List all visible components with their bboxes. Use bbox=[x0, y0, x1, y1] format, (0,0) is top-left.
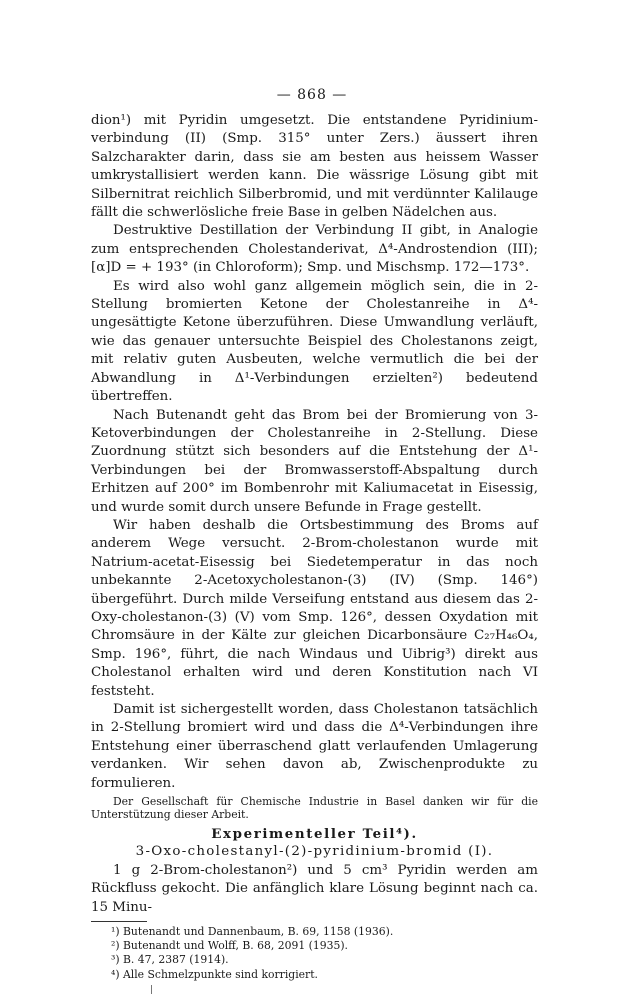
scan-mark bbox=[151, 985, 152, 994]
compound-heading: 3-Oxo-cholestanyl-(2)-pyridinium-bromid (I). bbox=[135, 844, 494, 860]
paragraph: Nach Butenandt geht das Brom bei der Bromierung von 3-Ketoverbindungen der Cholestanreihe in 2-Stellung. Diese Zuordnung stützt sich besonders auf die Entstehung der Δ¹-Verbindungen bei der Bromwasserstoff-Abspaltung durch Erhitzen auf 200° im Bombenrohr mit Kaliumacetat in Eisessig, und wurde somit durch unsere Befunde in Frage gestellt. bbox=[91, 407, 538, 515]
paragraph: Damit ist sichergestellt worden, dass Cholestanon tatsächlich in 2-Stellung bromiert wird und dass die Δ⁴-Verbindungen ihre Entstehung einer überraschend glatt verlaufenden Umlagerung verdanken. Wir sehen davon ab, Zwischenprodukte zu formulieren. bbox=[91, 702, 538, 791]
footnote: ²) Butenandt und Wolff, B. 68, 2091 (1935). bbox=[111, 939, 348, 953]
paragraph: Es wird also wohl ganz allgemein möglich sein, die in 2-Stellung bromierten Ketone der Cholestanreihe in Δ⁴-ungesättigte Ketone überzuführen. Diese Umwandlung verläuft, wie das genauer untersuchte Beispiel des Cholestanons zeigt, mit relativ guten Ausbeuten, welche vermutlich die bei der Abwandlung in Δ¹-Verbindungen erzielten²) bedeutend übertreffen. bbox=[91, 278, 538, 405]
section-heading: Experimenteller Teil⁴). bbox=[211, 826, 418, 843]
paragraph: dion¹) mit Pyridin umgesetzt. Die entstandene Pyridinium-verbindung (II) (Smp. 315° unter Zers.) äussert ihren Salzcharakter darin, dass sie am besten aus heissem Wasser umkrystallisiert werden kann. Die wässrige Lösung gibt mit Silbernitrat reichlich Silberbromid, und mit verdünnter Kalilauge fällt die schwerlösliche freie Base in gelben Nädelchen aus. bbox=[91, 113, 538, 221]
footnote: ¹) Butenandt und Dannenbaum, B. 69, 1158 (1936). bbox=[111, 925, 394, 939]
paragraph: Destruktive Destillation der Verbindung II gibt, in Analogie zum entsprechenden Cholestanderivat, Δ⁴-Androstendion (III); [α]D = + 193° (in Chloroform); Smp. und Mischsmp. 172—173°. bbox=[91, 223, 538, 276]
footnote: ³) B. 47, 2387 (1914). bbox=[111, 953, 229, 967]
paragraph: Wir haben deshalb die Ortsbestimmung des Broms auf anderem Wege versucht. 2-Brom-cholestanon wurde mit Natrium-acetat-Eisessig bei Siedetemperatur in das noch unbekannte 2-Acetoxycholestanon-(3) (IV) (Smp. 146°) übergeführt. Durch milde Verseifung entstand aus diesem das 2-Oxy-cholestanon-(3) (V) vom Smp. 126°, dessen Oxydation mit Chromsäure in der Kälte zur gleichen Dicarbonsäure C₂₇H₄₆O₄, Smp. 196°, führt, die nach Windaus und Uibrig³) direkt aus Cholestanol erhalten wird und deren Konstitution nach VI feststeht. bbox=[91, 517, 538, 699]
page-number: — 868 — bbox=[276, 87, 348, 103]
footnotes bbox=[91, 925, 538, 982]
acknowledgement: Der Gesellschaft für Chemische Industrie in Basel danken wir für die Unterstützung dieser Arbeit. bbox=[91, 795, 538, 822]
paragraph: 1 g 2-Brom-cholestanon²) und 5 cm³ Pyridin werden am Rückfluss gekocht. Die anfänglich klare Lösung beginnt nach ca. 15 Minu- bbox=[91, 862, 538, 915]
footnote-divider bbox=[91, 921, 147, 922]
body-text bbox=[91, 112, 538, 1000]
footnote: ⁴) Alle Schmelzpunkte sind korrigiert. bbox=[111, 967, 318, 981]
